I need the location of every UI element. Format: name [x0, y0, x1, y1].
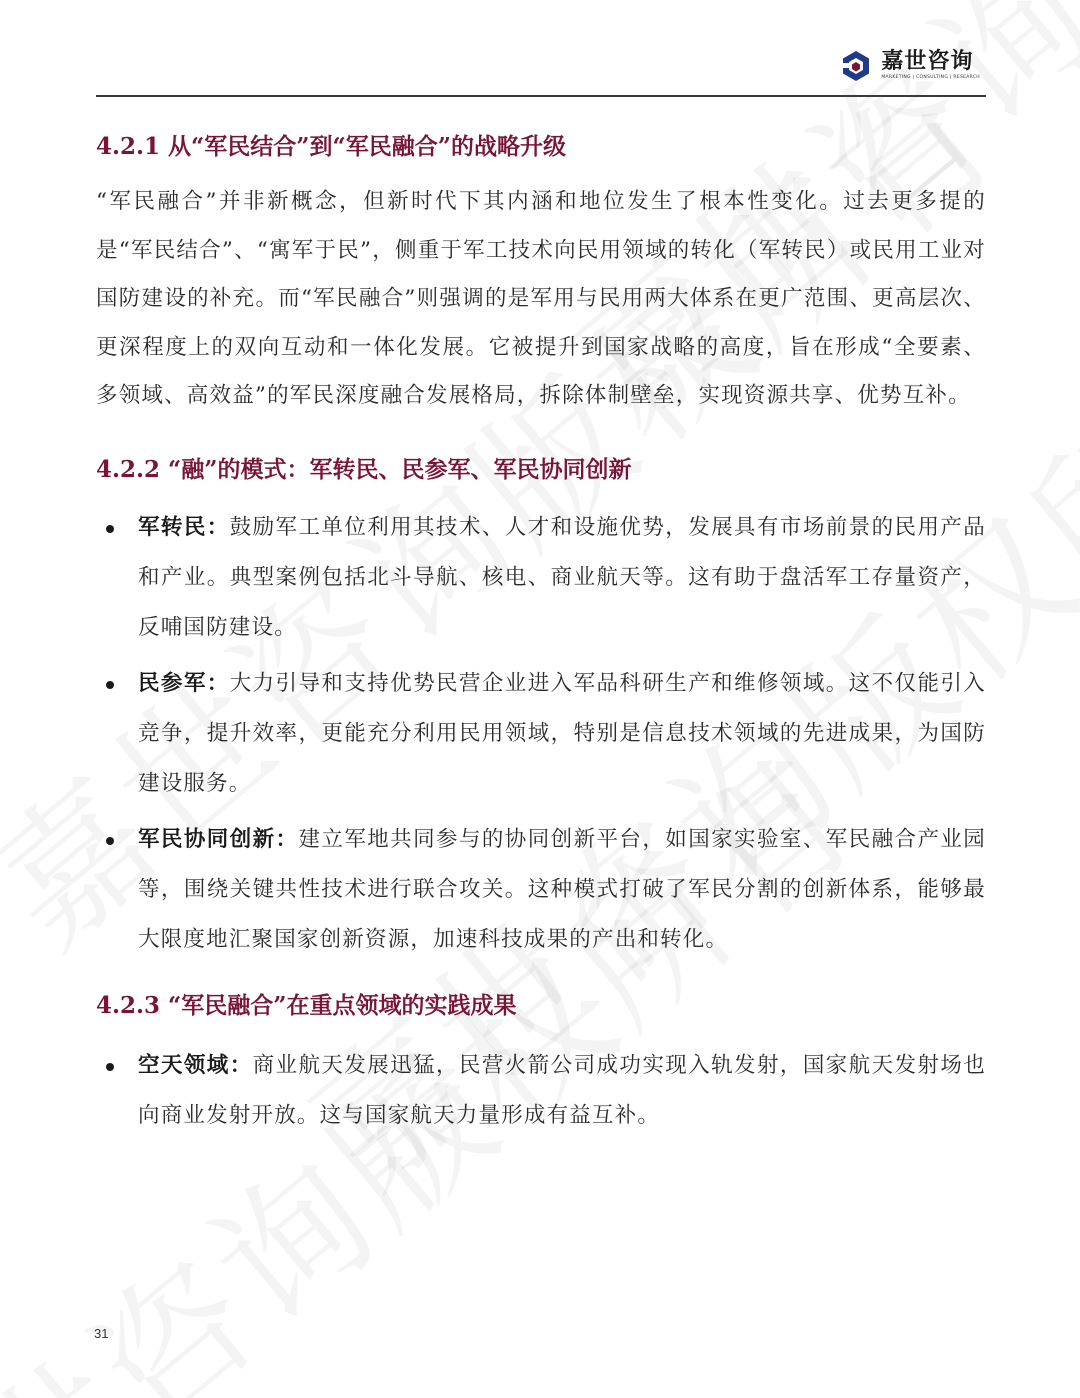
header-divider: [96, 95, 986, 97]
bullet-icon: [106, 837, 114, 845]
list-item: [96, 815, 986, 965]
brand-logo: [839, 46, 980, 86]
bullet-list-4-2-3: [96, 1041, 986, 1141]
page-header: [96, 40, 986, 96]
brand-tagline: MARKETING | CONSULTING | RESEARCH: [881, 75, 980, 80]
bullet-icon: [106, 525, 114, 533]
section-heading-4-2-3: 4.2.3 “军民融合”在重点领域的实践成果: [96, 991, 517, 1019]
section-heading-4-2-2: 4.2.2 “融”的模式：军转民、民参军、军民协同创新: [96, 455, 632, 483]
list-item-term: 军民协同创新：: [138, 826, 299, 852]
list-item-text: 商业航天发展迅猛，民营火箭公司成功实现入轨发射，国家航天发射场也向商业发射开放。这与国家航天力量形成有益互补。: [138, 1052, 986, 1128]
list-item-term: 空天领域：: [138, 1052, 253, 1078]
brand-name: 嘉世咨询: [881, 49, 974, 74]
page-content: [96, 120, 986, 1141]
page-number: 31: [94, 1326, 109, 1341]
hexagon-cube-logo-icon: [839, 49, 873, 83]
bullet-icon: [106, 1063, 114, 1071]
list-item-term: 军转民：: [138, 514, 230, 540]
list-item-term: 民参军：: [138, 670, 230, 696]
section-paragraph-4-2-1: “军民融合”并非新概念，但新时代下其内涵和地位发生了根本性变化。过去更多提的是“军民结合”、“寓军于民”，侧重于军工技术向民用领域的转化（军转民）或民用工业对国防建设的补充。而“军民融合”则强调的是军用与民用两大体系在更广范围、更高层次、更深程度上的双向互动和一体化发展。它被提升到国家战略的高度，旨在形成“全要素、多领域、高效益”的军民深度融合发展格局，拆除体制壁垒，实现资源共享、优势互补。: [96, 189, 986, 409]
list-item-text: 鼓励军工单位利用其技术、人才和设施优势，发展具有市场前景的民用产品和产业。典型案例包括北斗导航、核电、商业航天等。这有助于盘活军工存量资产，反哺国防建设。: [138, 514, 986, 640]
bullet-icon: [106, 681, 114, 689]
list-item: [96, 659, 986, 809]
list-item-text: 建立军地共同参与的协同创新平台，如国家实验室、军民融合产业园等，围绕关键共性技术进行联合攻关。这种模式打破了军民分割的创新体系，能够最大限度地汇聚国家创新资源，加速科技成果的产出和转化。: [138, 826, 986, 952]
bullet-list-4-2-2: [96, 503, 986, 965]
section-heading-4-2-1: 4.2.1 从“军民结合”到“军民融合”的战略升级: [96, 133, 566, 160]
list-item-text: 大力引导和支持优势民营企业进入军品科研生产和维修领域。这不仅能引入竞争，提升效率，更能充分利用民用领域，特别是信息技术领域的先进成果，为国防建设服务。: [138, 670, 986, 796]
list-item: [96, 1041, 986, 1141]
list-item: [96, 503, 986, 653]
